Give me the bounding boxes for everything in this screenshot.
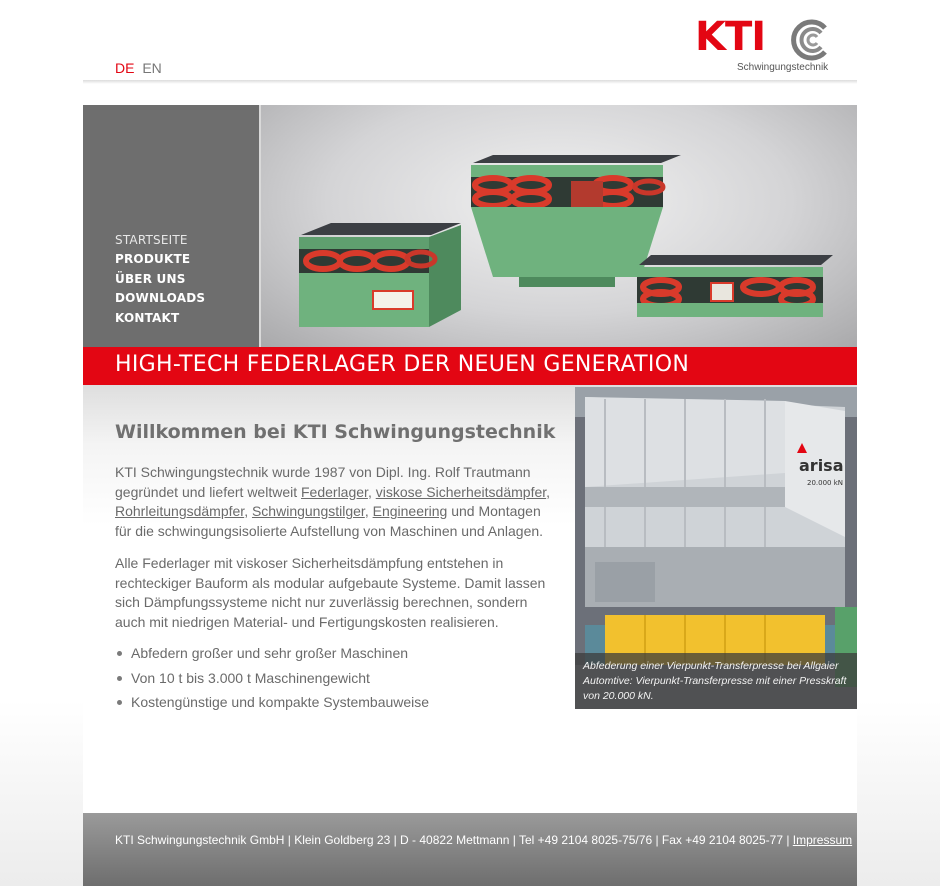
kti-logo[interactable] — [695, 16, 840, 74]
logo-wordmark: KTI — [695, 14, 766, 60]
separator: , — [244, 503, 252, 520]
link-engineering[interactable]: Engineering — [372, 503, 448, 520]
logo-subtitle: Schwingungstechnik — [737, 62, 829, 73]
separator: , — [546, 483, 551, 500]
press-photo — [575, 387, 857, 709]
press-brand-sign: arisa — [799, 456, 844, 475]
outro-text: und Montagen für die schwingungsisolierte Aufstellung von Maschinen und Anlagen. — [115, 503, 544, 539]
footer — [83, 813, 857, 886]
hero — [83, 105, 857, 347]
nav-item-startseite[interactable]: STARTSEITE — [115, 233, 188, 247]
separator: , — [364, 503, 373, 520]
list-item: Abfedern großer und sehr großer Maschinen — [115, 644, 429, 669]
main-content — [83, 385, 857, 813]
headline-banner — [83, 347, 857, 385]
nav-item-downloads[interactable]: DOWNLOADS — [115, 291, 206, 306]
photo-caption: Abfederung einer Vierpunkt-Transferpresse bei Allgaier Automtive: Vierpunkt-Transferpresse mit einer Presskraft von 20.000 kN. — [575, 653, 857, 709]
header — [83, 0, 857, 83]
press-sign-sub: 20.000 kN — [807, 479, 844, 487]
link-viskose-sicherheitsdaempfer[interactable]: viskose Sicherheitsdämpfer — [375, 483, 547, 500]
intro-text: KTI Schwingungstechnik wurde 1987 von Dipl. Ing. Rolf Trautmann gegründet und liefert weltweit — [115, 464, 531, 500]
list-item: Von 10 t bis 3.000 t Maschinengewicht — [115, 669, 429, 694]
link-federlager[interactable]: Federlager — [301, 483, 368, 500]
hero-image-spring-mounts — [261, 105, 857, 347]
lang-de-link[interactable]: DE — [115, 60, 135, 76]
nav-item-ueber-uns[interactable]: ÜBER UNS — [115, 271, 186, 286]
intro-paragraph — [115, 463, 555, 541]
list-item: Kostengünstige und kompakte Systembauweise — [115, 693, 429, 718]
footer-contact-text: KTI Schwingungstechnik GmbH | Klein Goldberg 23 | D - 40822 Mettmann | Tel +49 2104 8025-75/76 | Fax +49 2104 8025-77 | — [115, 833, 793, 847]
page-title: Willkommen bei KTI Schwingungstechnik — [115, 421, 556, 443]
lang-en-link[interactable]: EN — [142, 60, 162, 76]
nav-item-kontakt[interactable]: KONTAKT — [115, 310, 180, 325]
header-divider — [83, 80, 857, 84]
banner-title: HIGH-TECH FEDERLAGER DER NEUEN GENERATION — [115, 352, 690, 377]
link-schwingungstilger[interactable]: Schwingungstilger — [251, 503, 365, 520]
nav-item-produkte[interactable]: PRODUKTE — [115, 252, 191, 267]
feature-list — [115, 644, 429, 718]
language-switcher — [115, 60, 162, 76]
separator: , — [367, 483, 376, 500]
footer-address — [115, 833, 852, 847]
impressum-link[interactable]: Impressum — [792, 833, 853, 847]
main-nav — [83, 105, 259, 347]
link-rohrleitungsdaempfer[interactable]: Rohrleitungsdämpfer — [115, 503, 245, 520]
logo-swirl-icon — [785, 18, 833, 62]
systems-paragraph: Alle Federlager mit viskoser Sicherheitsdämpfung entstehen in rechteckiger Bauform als modular aufgebaute Systeme. Damit lassen sich Dämpfungssysteme nicht nur zuverlässig berechnen, sondern auch mit niedrigen Material- und Fertigungskosten realisieren. — [115, 555, 546, 630]
